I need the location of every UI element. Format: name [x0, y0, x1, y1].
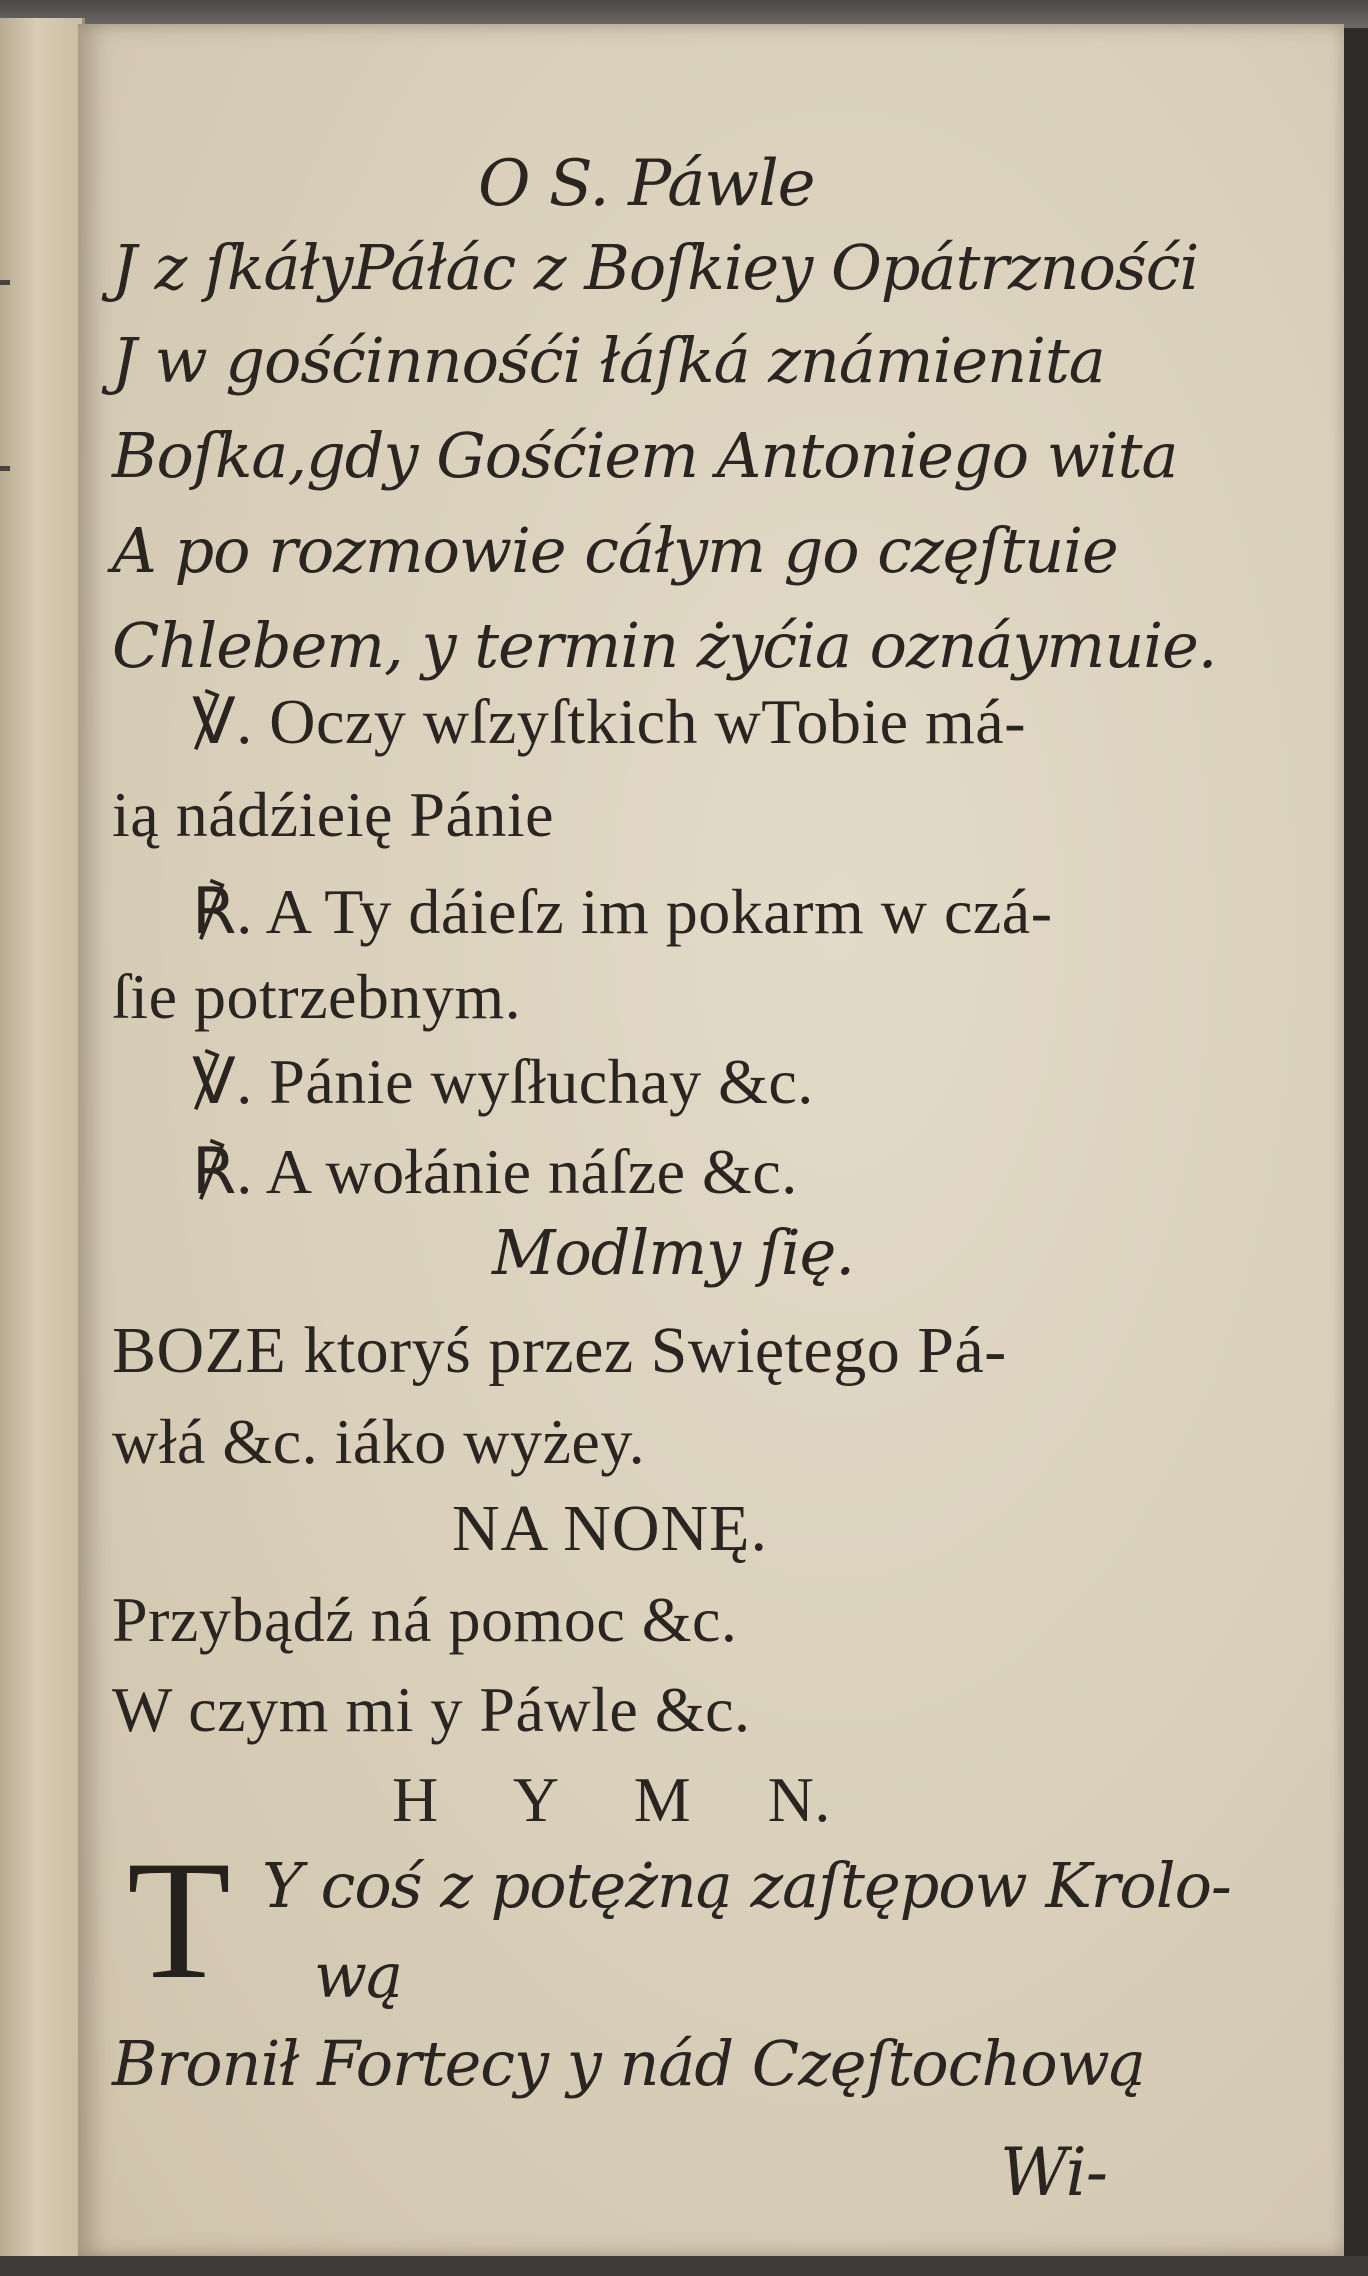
- response-line: ℟. A wołánie náſze &c.: [192, 1136, 798, 1207]
- text-line: wą: [314, 1939, 403, 2012]
- catchword: Wi-: [1000, 2134, 1108, 2211]
- scan-bottom-edge: [0, 2256, 1368, 2276]
- text-line: Y coś z potężną zaſtępow Krolo-: [262, 1849, 1231, 1922]
- text-line: BOZE ktoryś przez Swiętego Pá-: [112, 1314, 1007, 1387]
- text-line: Bronił Fortecy y nád Częſtochową: [112, 2027, 1145, 2100]
- text-line: Boſka,gdy Gośćiem Antoniego wita: [112, 419, 1178, 492]
- text-line: włá &c. iáko wyżey.: [112, 1406, 646, 1477]
- text-line: Przybądź ná pomoc &c.: [112, 1584, 738, 1655]
- versicle-line: ℣. Pánie wyſłuchay &c.: [192, 1046, 814, 1117]
- text-line: J z ſkáłyPáłác z Boſkiey Opátrznośći: [112, 231, 1199, 304]
- running-head: O S. Páwle: [478, 147, 815, 221]
- drop-capital: T: [127, 1826, 231, 2014]
- facing-page-edge: [0, 18, 85, 2258]
- text-line: ſie potrzebnym.: [112, 961, 522, 1032]
- text-line: Chlebem, y termin żyćia oznáymuie.: [112, 609, 1217, 682]
- versicle-line: ℣. Oczy wſzyſtkich wTobie má-: [192, 686, 1026, 757]
- prayer-heading: Modlmy ſię.: [492, 1216, 855, 1289]
- text-line: W czym mi y Páwle &c.: [112, 1674, 751, 1745]
- text-line: J w gośćinnośći łáſká známienita: [112, 324, 1105, 397]
- hymn-heading: H Y M N.: [392, 1764, 831, 1835]
- facing-page-mark: [0, 280, 10, 285]
- section-heading: NA NONĘ.: [452, 1492, 768, 1565]
- text-line: A po rozmowie cáłym go częſtuie: [112, 514, 1118, 587]
- facing-page-mark: [0, 466, 10, 471]
- response-line: ℟. A Ty dáieſz im pokarm w czá-: [192, 876, 1053, 947]
- text-line: ią nádźieię Pánie: [112, 779, 555, 850]
